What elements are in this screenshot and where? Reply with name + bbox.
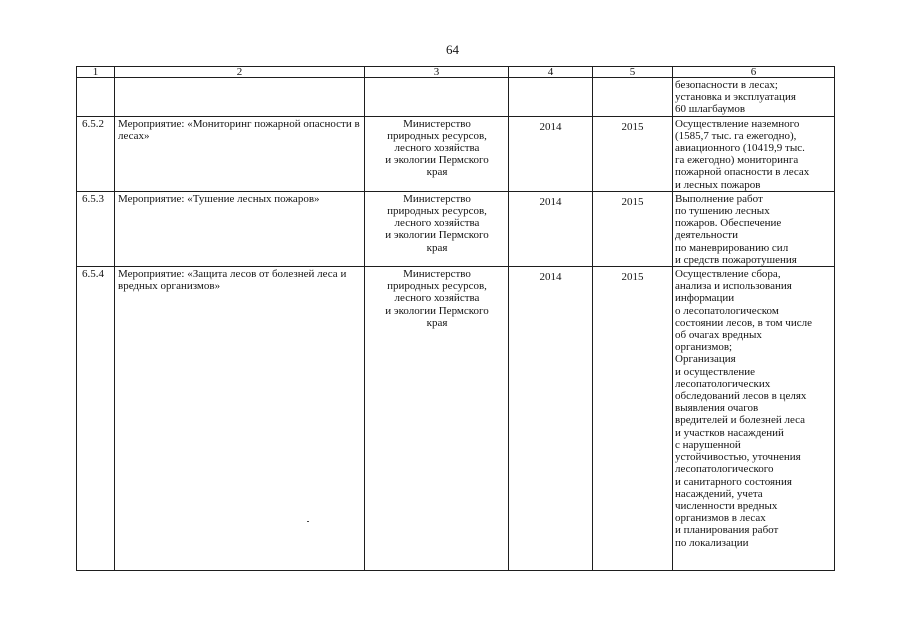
activity-cell: Мероприятие: «Защита лесов от болезней леса и вредных организмов» bbox=[115, 267, 365, 571]
ministry-cell: Министерство природных ресурсов, лесного хозяйства и экологии Пермского края bbox=[365, 191, 509, 266]
ministry-cell bbox=[365, 78, 509, 117]
activity-cell: Мероприятие: «Тушение лесных пожаров» bbox=[115, 191, 365, 266]
result-cell: Осуществление наземного (1585,7 тыс. га ежегодно), авиационного (10419,9 тыс. га ежегодно) мониторинга пожарной опасности в лесах и лесных пожаров bbox=[673, 116, 835, 191]
activity-cell: Мероприятие: «Мониторинг пожарной опасности в лесах» bbox=[115, 116, 365, 191]
row-number: 6.5.4 bbox=[77, 267, 115, 571]
measures-table bbox=[76, 66, 835, 571]
activity-cell bbox=[115, 78, 365, 117]
table-row bbox=[77, 191, 835, 266]
start-year-cell bbox=[509, 78, 593, 117]
page-number: 64 bbox=[446, 42, 459, 57]
header-cell-4: 4 bbox=[509, 67, 593, 78]
end-year-cell: 2015 bbox=[593, 191, 673, 266]
header-cell-3: 3 bbox=[365, 67, 509, 78]
row-number bbox=[77, 78, 115, 117]
row-number: 6.5.2 bbox=[77, 116, 115, 191]
table-header-row bbox=[77, 67, 835, 78]
start-year-cell: 2014 bbox=[509, 191, 593, 266]
start-year-cell: 2014 bbox=[509, 267, 593, 571]
header-cell-1: 1 bbox=[77, 67, 115, 78]
result-cell: Выполнение работ по тушению лесных пожаров. Обеспечение деятельности по маневрированию сил и средств пожаротушения bbox=[673, 191, 835, 266]
table-row bbox=[77, 116, 835, 191]
ministry-cell: Министерство природных ресурсов, лесного хозяйства и экологии Пермского края bbox=[365, 116, 509, 191]
scan-speck bbox=[307, 521, 309, 522]
header-cell-2: 2 bbox=[115, 67, 365, 78]
start-year-cell: 2014 bbox=[509, 116, 593, 191]
table-row bbox=[77, 267, 835, 571]
end-year-cell: 2015 bbox=[593, 267, 673, 571]
header-cell-6: 6 bbox=[673, 67, 835, 78]
ministry-cell: Министерство природных ресурсов, лесного хозяйства и экологии Пермского края bbox=[365, 267, 509, 571]
row-number: 6.5.3 bbox=[77, 191, 115, 266]
end-year-cell bbox=[593, 78, 673, 117]
result-cell: Осуществление сбора, анализа и использования информации о лесопатологическом состоянии лесов, в том числе об очагах вредных организмов; Организация и осуществление лесопатологических обследований лесов в целях выявления очагов вредителей и болезней леса и участков насаждений с нарушенной устойчивостью, уточнения лесопатологического и санитарного состояния насаждений, учета численности вредных организмов в лесах и планирования работ по локализации bbox=[673, 267, 835, 571]
end-year-cell: 2015 bbox=[593, 116, 673, 191]
header-cell-5: 5 bbox=[593, 67, 673, 78]
table-row bbox=[77, 78, 835, 117]
result-cell: безопасности в лесах; установка и эксплуатация 60 шлагбаумов bbox=[673, 78, 835, 117]
